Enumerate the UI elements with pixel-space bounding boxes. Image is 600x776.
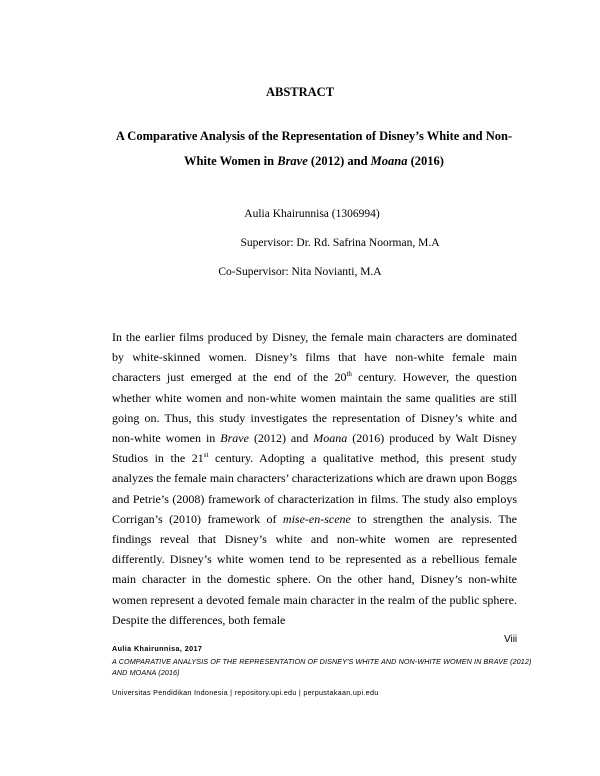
body-text-4: (2016) produced by Walt Disney Studios in the 21 xyxy=(112,431,517,466)
co-supervisor-line: Co-Supervisor: Nita Novianti, M.A xyxy=(218,266,382,278)
body-text-3: (2012) and xyxy=(248,431,314,446)
title-text-2: (2012) and xyxy=(307,154,371,168)
body-text-2: century. However, the question whether white women and non-white women maintain the same qualities are still going on. Thus, this study investigates the representation of Disney’s white and non-white women in xyxy=(112,370,518,446)
thesis-title xyxy=(112,124,516,174)
footer-author-year: Aulia Khairunnisa, 2017 xyxy=(112,644,203,653)
title-text-1: A Comparative Analysis of the Representation of Disney’s White and Non-White Women in xyxy=(115,129,513,168)
body-text-6: to strengthen the analysis. The findings reveal that Disney’s white and non-white women are represented differently. Disney’s white women tend to be represented as a rebellious female main character in the domestic sphere. On the other hand, Disney’s non-white women represent a devoted female main character in the realm of the public sphere. Despite the differences, both female xyxy=(112,511,517,627)
body-film-moana: Moana xyxy=(313,431,348,446)
superscript-st: st xyxy=(203,451,209,460)
title-film-moana: Moana xyxy=(370,154,408,168)
author-line: Aulia Khairunnisa (1306994) xyxy=(244,208,380,220)
footer-title: A COMPARATIVE ANALYSIS OF THE REPRESENTATION OF DISNEY'S WHITE AND NON-WHITE WOMEN IN BRAVE (2012) AND MOANA (2016) xyxy=(112,657,532,677)
body-text-1: In the earlier films produced by Disney, the female main characters are dominated by white-skinned women. Disney’s films that have non-white female main characters just emerged at the end of the 20 xyxy=(112,330,517,385)
supervisor-line: Supervisor: Dr. Rd. Safrina Noorman, M.A xyxy=(240,237,440,249)
body-text-5: century. Adopting a qualitative method, this present study analyzes the female main characters’ characterizations which are drawn upon Boggs and Petrie’s (2008) framework of characterization in films. The study also employs Corrigan’s (2010) framework of xyxy=(112,451,517,526)
title-film-brave: Brave xyxy=(277,154,308,168)
page-footer xyxy=(112,644,532,697)
body-term-mise-en-scene: mise-en-scene xyxy=(282,511,351,526)
page-number: Viii xyxy=(504,634,518,645)
abstract-paragraph xyxy=(112,327,517,630)
superscript-th: th xyxy=(346,370,352,379)
abstract-body xyxy=(112,327,517,630)
footer-university: Universitas Pendidikan Indonesia | repository.upi.edu | perpustakaan.upi.edu xyxy=(112,688,379,697)
title-text-3: (2016) xyxy=(407,154,444,168)
body-film-brave: Brave xyxy=(220,431,249,446)
abstract-heading: ABSTRACT xyxy=(265,85,335,99)
